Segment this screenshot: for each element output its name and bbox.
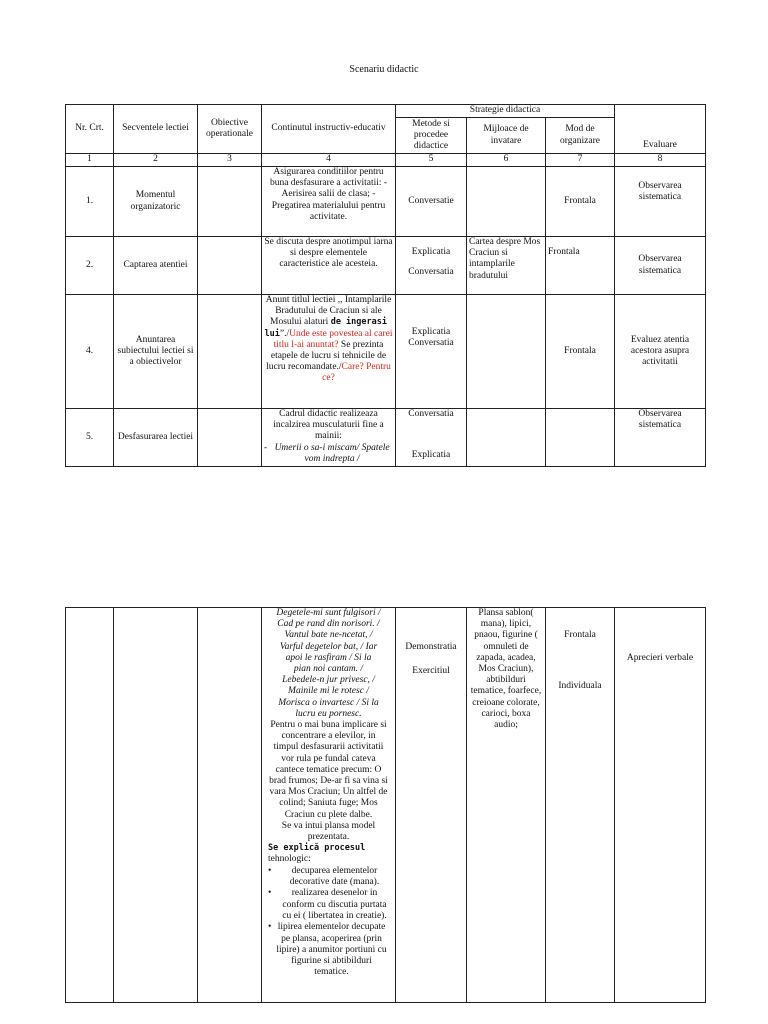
row-evaluare: Aprecieri verbale (615, 608, 706, 1003)
header-strategie: Strategie didactica (396, 105, 615, 118)
continut-text: ”./ (279, 328, 290, 339)
continut-poem: Umerii o sa-i miscam/ Spatele vom indrepta / (274, 442, 390, 464)
row-obiective (198, 409, 262, 467)
row-obiective (198, 295, 262, 409)
row-mod (546, 409, 615, 467)
row-metode (396, 409, 467, 467)
header-secvente: Secventele lectiei (114, 105, 198, 154)
continut-poem: Degetele-mi sunt fulgisori / Cad pe rand din norisori. / Vantul bate ne-ncetat, / Varful degetelor bat, / Iar apoi le rasfiram / Si la pian noi cantam. / Lebedele-n jur privesc, / Mainile mi le rotesc / Morisca o invartesc / Si la lucru eu pornesc. (276, 608, 381, 719)
row-evaluare: Evaluez atentia acestora asupra activitatii (615, 295, 706, 409)
row-secventa: Anuntarea subiectului lectiei si a obiectivelor (114, 295, 198, 409)
metode-item: Conversatia (408, 338, 454, 349)
row-secventa (114, 608, 198, 1003)
bullet-icon: • (268, 922, 272, 933)
row-obiective (198, 608, 262, 1003)
continut-text: Anunt titlul lectiei ,, Intamplarile Bradutului de Craciun si ale Mosului alaturi (265, 295, 392, 328)
continut-question: Unde este povestea al carei titlu l-ai anuntat? (273, 328, 393, 350)
metode-item: Explicatia (411, 247, 451, 257)
row-continut: Se discuta despre anotimpul iarna si despre elementele caracteristice ale acesteia. (262, 237, 396, 295)
bullet-text: realizarea desenelor in conform cu discutia purtata cu ei ( libertatea in creatie). (282, 888, 387, 921)
bullet-item (268, 922, 389, 978)
table-row (66, 237, 706, 295)
row-mijloace (467, 167, 546, 237)
row-obiective (198, 167, 262, 237)
row-secventa: Captarea atentiei (114, 237, 198, 295)
col-number: 8 (615, 154, 706, 167)
continut-list-item (264, 443, 393, 465)
row-nr: 4. (66, 295, 114, 409)
continut-text: Pentru o mai buna implicare si concentrare a elevilor, in timpul desfasurarii activitatii vor rula pe fundal cateva cantece tematice precum: O brad frumos; De-ar fi sa vina si vara Mos Craciun; Un altfel de colind; Saniuta fuge; Mos Craciun cu plete dalbe. (269, 720, 388, 820)
bullet-icon: • (268, 888, 272, 899)
metode-item: Conversatia (408, 267, 454, 278)
row-continut (262, 409, 396, 467)
bullet-item (268, 888, 389, 922)
table-row (66, 295, 706, 409)
mod-item: Frontala (564, 630, 596, 640)
col-number: 1 (66, 154, 114, 167)
row-evaluare: Observarea sistematica (615, 237, 706, 295)
col-number: 2 (114, 154, 198, 167)
row-metode (396, 295, 467, 409)
header-continut: Continutul instructiv-educativ (262, 105, 396, 154)
continuation-table (65, 607, 706, 1003)
row-mod (546, 608, 615, 1003)
row-mijloace: Plansa sablon( mana), lipici, pnaou, figurine ( omnuleti de zapada, acadea, Mos Craciun), abtibilduri tematice, foarfece, creioane colorate, carioci, boxa audio; (467, 608, 546, 1003)
bullet-icon: • (268, 865, 272, 876)
row-continut: Asigurarea conditiilor pentru buna desfasurare a activitatii: -Aerisirea salii de clasa; -Pregatirea materialului pentru activitate. (262, 167, 396, 237)
metode-item: Explicatia (411, 327, 451, 337)
table-row (66, 167, 706, 237)
row-secventa: Momentul organizatoric (114, 167, 198, 237)
row-nr: 5. (66, 409, 114, 467)
header-evaluare: Evaluare (615, 105, 706, 154)
row-mijloace (467, 409, 546, 467)
row-mijloace (467, 295, 546, 409)
row-mod: Frontala (546, 237, 615, 295)
row-nr (66, 608, 114, 1003)
row-mod: Frontala (546, 295, 615, 409)
continut-text: Se prezinta etapele de lucru si tehnicile de lucru recomandate./ (266, 339, 387, 373)
header-mod: Mod de organizare (546, 118, 615, 154)
continut-bold-text: de ingerasi lui (264, 317, 387, 339)
row-metode (396, 608, 467, 1003)
bullet-text: lipirea elementelor decupate pe plansa, acoperirea (prin lipire) a anumitor portiuni cu figurine si abtibilduri tematice. (276, 922, 387, 978)
dash-mark: - (264, 442, 268, 453)
continut-bold-text: Se explică procesul (268, 843, 366, 854)
row-continut (262, 608, 396, 1003)
header-nr: Nr. Crt. (66, 105, 114, 154)
row-metode (396, 237, 467, 295)
continut-text: Se va intui plansa model prezentata. (281, 820, 376, 843)
mod-item: Individuala (558, 681, 602, 692)
bullet-item (268, 866, 389, 889)
row-mijloace: Cartea despre Mos Craciun si intamplarile bradutului (467, 237, 546, 295)
table-row (66, 409, 706, 467)
row-metode: Conversatie (396, 167, 467, 237)
row-secventa: Desfasurarea lectiei (114, 409, 198, 467)
metode-item: Explicatia (411, 450, 451, 461)
table-row (66, 608, 706, 1003)
col-number: 3 (198, 154, 262, 167)
metode-item: Demonstratia (405, 642, 457, 652)
col-number: 4 (262, 154, 396, 167)
metode-item: Exercitiul (412, 666, 450, 677)
row-nr: 2. (66, 237, 114, 295)
continut-text: Cadrul didactic realizeaza incalzirea musculaturii fine a mainii: (273, 409, 384, 442)
col-number: 5 (396, 154, 467, 167)
row-evaluare: Observarea sistematica (615, 167, 706, 237)
row-evaluare: Observarea sistematica (615, 409, 706, 467)
bullet-text: decuparea elementelor decorative date (mana). (289, 865, 380, 888)
continut-text: tehnologic: (268, 854, 311, 865)
row-nr: 1. (66, 167, 114, 237)
col-number: 7 (546, 154, 615, 167)
document-title: Scenariu didactic (349, 64, 419, 75)
metode-item: Conversatia (408, 409, 454, 419)
row-obiective (198, 237, 262, 295)
row-continut (262, 295, 396, 409)
header-metode: Metode si procedee didactice (396, 118, 467, 154)
scenario-table (65, 104, 706, 467)
row-mod: Frontala (546, 167, 615, 237)
header-mijloace: Mijloace de invatare (467, 118, 546, 154)
continut-question: Care? Pentru ce? (322, 362, 391, 384)
header-obiective: Obiective operationale (198, 105, 262, 154)
col-number: 6 (467, 154, 546, 167)
column-number-row (66, 154, 706, 167)
